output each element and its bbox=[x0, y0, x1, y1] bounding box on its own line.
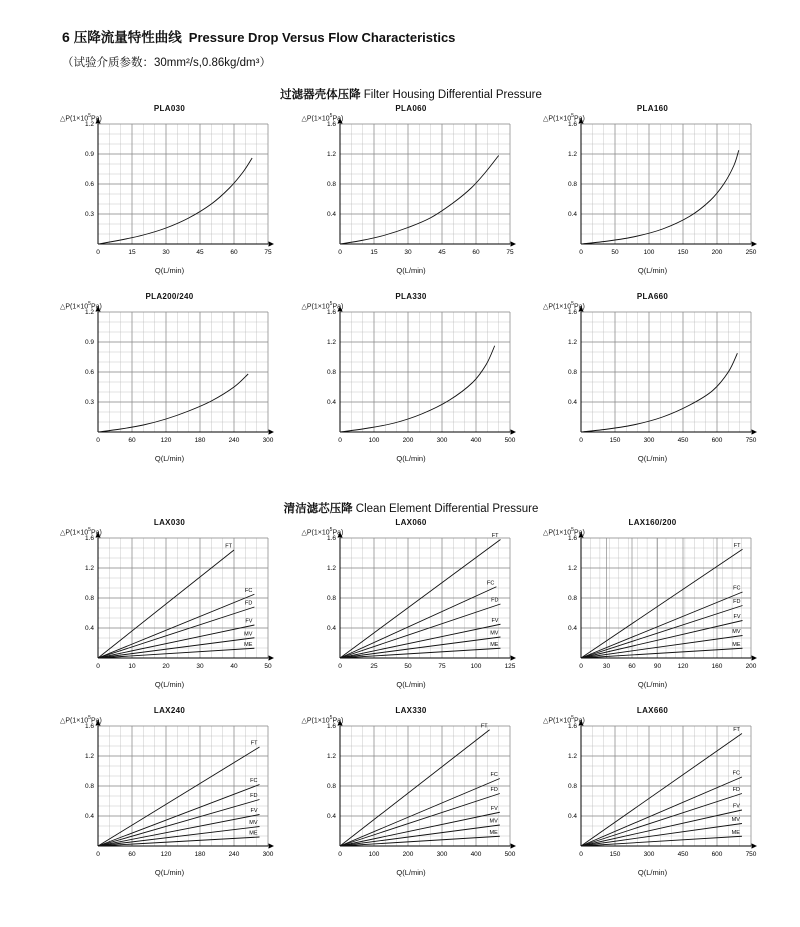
chart-PLA060 bbox=[301, 104, 519, 275]
svg-text:FV: FV bbox=[250, 808, 258, 814]
svg-text:150: 150 bbox=[677, 249, 689, 256]
svg-text:0.6: 0.6 bbox=[84, 181, 94, 189]
chart-canvas bbox=[62, 716, 277, 876]
section-header-housing-en: Filter Housing Differential Pressure bbox=[363, 89, 542, 101]
chart-LAX030 bbox=[62, 518, 277, 688]
svg-text:160: 160 bbox=[711, 663, 723, 670]
svg-text:50: 50 bbox=[611, 249, 619, 256]
chart-canvas bbox=[545, 528, 760, 688]
chart-canvas bbox=[62, 302, 277, 462]
x-axis-label: Q(L/min) bbox=[396, 868, 426, 877]
chart-canvas bbox=[301, 113, 519, 275]
svg-text:400: 400 bbox=[470, 437, 481, 444]
svg-text:0: 0 bbox=[96, 663, 100, 670]
svg-text:30: 30 bbox=[196, 663, 204, 670]
svg-text:120: 120 bbox=[677, 663, 689, 670]
chart-title: LAX160/200 bbox=[628, 518, 677, 527]
chart-PLA200-240 bbox=[62, 292, 277, 462]
chart-title: LAX330 bbox=[395, 706, 427, 715]
svg-text:0: 0 bbox=[337, 663, 342, 670]
svg-text:200: 200 bbox=[745, 663, 757, 670]
svg-text:1.2: 1.2 bbox=[326, 565, 336, 573]
x-axis-label: Q(L/min) bbox=[637, 680, 668, 689]
svg-text:FV: FV bbox=[732, 803, 740, 810]
svg-text:0.8: 0.8 bbox=[326, 595, 336, 603]
svg-text:0.3: 0.3 bbox=[84, 211, 94, 219]
svg-text:450: 450 bbox=[677, 851, 689, 858]
svg-text:FD: FD bbox=[490, 597, 498, 604]
plot-svg bbox=[62, 114, 277, 274]
svg-text:1.6: 1.6 bbox=[84, 723, 94, 731]
chart-LAX160-200 bbox=[545, 518, 760, 688]
svg-text:ME: ME bbox=[489, 829, 498, 836]
plot-svg bbox=[301, 715, 519, 876]
y-axis-label: $\triangle P(1\times 10^5Pa)$ bbox=[543, 301, 585, 311]
svg-text:MV: MV bbox=[489, 818, 498, 825]
svg-text:0: 0 bbox=[337, 249, 342, 256]
section-header-element-en: Clean Element Differential Pressure bbox=[355, 503, 539, 515]
chart-PLA330 bbox=[301, 292, 519, 463]
svg-text:120: 120 bbox=[160, 437, 172, 444]
y-axis-label: $\triangle P(1\times 10^5Pa)$ bbox=[543, 527, 585, 537]
x-axis-label: Q(L/min) bbox=[396, 454, 426, 463]
chart-canvas bbox=[545, 716, 760, 876]
svg-text:FD: FD bbox=[250, 793, 258, 799]
x-axis-label: Q(L/min) bbox=[154, 454, 185, 463]
svg-text:0: 0 bbox=[337, 437, 342, 444]
svg-text:0: 0 bbox=[96, 851, 100, 858]
svg-text:MV: MV bbox=[489, 630, 498, 637]
y-axis-label: $\triangle P(1\times 10^5Pa)$ bbox=[60, 113, 102, 123]
svg-text:0.9: 0.9 bbox=[84, 339, 94, 347]
svg-text:0.8: 0.8 bbox=[326, 783, 336, 791]
svg-text:FV: FV bbox=[490, 805, 498, 812]
plot-svg bbox=[62, 528, 277, 688]
svg-text:0.8: 0.8 bbox=[567, 783, 577, 791]
svg-text:25: 25 bbox=[369, 663, 378, 670]
svg-text:250: 250 bbox=[745, 249, 757, 256]
x-axis-label: Q(L/min) bbox=[637, 266, 668, 275]
plot-svg bbox=[545, 114, 760, 274]
chart-PLA660 bbox=[545, 292, 760, 462]
svg-text:0.8: 0.8 bbox=[84, 783, 94, 791]
svg-text:0.8: 0.8 bbox=[567, 369, 577, 377]
plot-svg bbox=[301, 113, 519, 274]
title-english: Pressure Drop Versus Flow Characteristics bbox=[188, 30, 456, 45]
svg-text:500: 500 bbox=[504, 851, 515, 858]
svg-text:1.2: 1.2 bbox=[326, 339, 336, 347]
svg-text:60: 60 bbox=[128, 437, 136, 444]
svg-text:FD: FD bbox=[489, 787, 498, 793]
title-chinese: 压降流量特性曲线 bbox=[73, 30, 182, 45]
svg-text:10: 10 bbox=[128, 663, 136, 670]
svg-text:1.6: 1.6 bbox=[84, 535, 94, 543]
svg-text:0: 0 bbox=[579, 663, 583, 670]
svg-text:FT: FT bbox=[733, 542, 741, 549]
svg-text:75: 75 bbox=[505, 249, 514, 256]
chart-canvas bbox=[301, 715, 519, 877]
svg-text:ME: ME bbox=[489, 641, 498, 648]
svg-text:1.6: 1.6 bbox=[326, 309, 336, 317]
svg-text:600: 600 bbox=[711, 851, 723, 858]
svg-text:30: 30 bbox=[602, 663, 611, 670]
svg-text:50: 50 bbox=[403, 663, 412, 670]
x-axis-label: Q(L/min) bbox=[154, 680, 185, 689]
svg-text:180: 180 bbox=[194, 437, 206, 444]
svg-text:100: 100 bbox=[368, 851, 379, 858]
svg-text:0.9: 0.9 bbox=[84, 151, 94, 159]
svg-text:0.4: 0.4 bbox=[326, 211, 336, 219]
svg-text:1.6: 1.6 bbox=[326, 723, 336, 731]
page-title bbox=[62, 26, 760, 46]
chart-PLA030 bbox=[62, 104, 277, 274]
svg-text:0.4: 0.4 bbox=[84, 813, 94, 821]
svg-text:30: 30 bbox=[403, 249, 412, 256]
section-header-element-cn: 清洁滤芯压降 bbox=[283, 503, 353, 515]
svg-text:ME: ME bbox=[249, 830, 258, 837]
chart-title: LAX660 bbox=[636, 706, 669, 715]
x-axis-label: Q(L/min) bbox=[396, 266, 426, 275]
svg-text:FT: FT bbox=[225, 543, 232, 550]
svg-text:1.6: 1.6 bbox=[567, 723, 577, 731]
svg-text:600: 600 bbox=[711, 437, 723, 444]
x-axis-label: Q(L/min) bbox=[396, 680, 426, 689]
svg-text:FV: FV bbox=[245, 618, 253, 625]
svg-text:0.4: 0.4 bbox=[567, 625, 577, 633]
svg-text:MV: MV bbox=[249, 820, 258, 826]
svg-text:200: 200 bbox=[402, 851, 413, 858]
plot-svg bbox=[62, 302, 277, 462]
svg-text:15: 15 bbox=[369, 249, 378, 256]
svg-text:0: 0 bbox=[96, 437, 100, 444]
y-axis-label: $\triangle P(1\times 10^5Pa)$ bbox=[60, 715, 102, 725]
svg-text:0: 0 bbox=[337, 851, 342, 858]
svg-text:1.2: 1.2 bbox=[326, 151, 336, 159]
chart-row-2 bbox=[62, 292, 760, 462]
svg-text:1.2: 1.2 bbox=[567, 753, 577, 761]
svg-text:60: 60 bbox=[471, 249, 480, 256]
svg-text:20: 20 bbox=[162, 663, 170, 670]
svg-text:0.4: 0.4 bbox=[567, 399, 577, 407]
plot-svg bbox=[62, 716, 277, 876]
svg-text:15: 15 bbox=[128, 249, 136, 256]
chart-PLA160 bbox=[545, 104, 760, 274]
svg-text:60: 60 bbox=[128, 851, 136, 858]
svg-text:100: 100 bbox=[470, 663, 481, 670]
svg-text:450: 450 bbox=[677, 437, 689, 444]
svg-text:FC: FC bbox=[245, 587, 253, 594]
svg-text:FD: FD bbox=[732, 787, 740, 793]
chart-canvas bbox=[301, 527, 519, 689]
svg-text:FC: FC bbox=[489, 772, 498, 778]
section-header-housing-cn: 过滤器壳体压降 bbox=[280, 89, 361, 101]
svg-text:1.2: 1.2 bbox=[567, 339, 577, 347]
chart-LAX330 bbox=[301, 706, 519, 877]
x-axis-label: Q(L/min) bbox=[154, 868, 185, 877]
svg-text:60: 60 bbox=[230, 249, 238, 256]
svg-text:ME: ME bbox=[732, 641, 741, 648]
chart-title: PLA330 bbox=[395, 292, 427, 301]
chart-canvas bbox=[62, 528, 277, 688]
plot-svg bbox=[545, 528, 760, 688]
svg-text:1.2: 1.2 bbox=[567, 151, 577, 159]
svg-text:FD: FD bbox=[733, 599, 741, 605]
svg-text:1.2: 1.2 bbox=[84, 121, 94, 129]
svg-text:MV: MV bbox=[732, 629, 741, 635]
svg-text:0: 0 bbox=[579, 437, 583, 444]
svg-text:500: 500 bbox=[504, 437, 515, 444]
title-number: 6 bbox=[62, 29, 70, 45]
svg-text:0.4: 0.4 bbox=[326, 399, 336, 407]
svg-text:1.6: 1.6 bbox=[567, 121, 577, 129]
svg-text:150: 150 bbox=[609, 437, 621, 444]
svg-text:FV: FV bbox=[733, 614, 741, 620]
chart-canvas bbox=[545, 302, 760, 462]
svg-text:300: 300 bbox=[643, 851, 655, 858]
chart-LAX240 bbox=[62, 706, 277, 876]
section-header-element bbox=[62, 500, 760, 516]
svg-text:200: 200 bbox=[402, 437, 413, 444]
svg-text:75: 75 bbox=[437, 663, 446, 670]
svg-text:0.4: 0.4 bbox=[567, 813, 577, 821]
x-axis-label: Q(L/min) bbox=[637, 868, 668, 877]
svg-text:1.2: 1.2 bbox=[84, 309, 94, 317]
y-axis-label: $\triangle P(1\times 10^5Pa)$ bbox=[60, 301, 102, 311]
chart-title: PLA030 bbox=[153, 104, 186, 113]
svg-text:0.8: 0.8 bbox=[84, 595, 94, 603]
svg-text:0.8: 0.8 bbox=[567, 181, 577, 189]
svg-text:60: 60 bbox=[628, 663, 636, 670]
svg-text:30: 30 bbox=[162, 249, 170, 256]
svg-text:40: 40 bbox=[230, 663, 238, 670]
svg-text:FV: FV bbox=[490, 617, 498, 624]
svg-text:0.3: 0.3 bbox=[84, 399, 94, 407]
svg-text:FT: FT bbox=[480, 723, 488, 730]
svg-text:FT: FT bbox=[733, 727, 740, 733]
plot-svg bbox=[301, 301, 519, 462]
svg-text:1.2: 1.2 bbox=[84, 565, 94, 573]
svg-text:0.4: 0.4 bbox=[567, 211, 577, 219]
svg-text:400: 400 bbox=[470, 851, 481, 858]
svg-text:0.8: 0.8 bbox=[326, 369, 336, 377]
svg-text:300: 300 bbox=[436, 437, 447, 444]
chart-canvas bbox=[545, 114, 760, 274]
chart-row-4 bbox=[62, 706, 760, 876]
svg-text:750: 750 bbox=[745, 437, 757, 444]
chart-row-1 bbox=[62, 104, 760, 274]
svg-text:0.6: 0.6 bbox=[84, 369, 94, 377]
plot-svg bbox=[545, 716, 760, 876]
svg-text:45: 45 bbox=[437, 249, 446, 256]
svg-text:0.8: 0.8 bbox=[567, 595, 577, 603]
svg-text:45: 45 bbox=[196, 249, 204, 256]
svg-text:0: 0 bbox=[579, 249, 583, 256]
svg-text:100: 100 bbox=[643, 249, 655, 256]
svg-text:1.6: 1.6 bbox=[326, 121, 336, 129]
x-axis-label: Q(L/min) bbox=[637, 454, 668, 463]
chart-title: LAX060 bbox=[395, 518, 427, 527]
svg-text:100: 100 bbox=[368, 437, 379, 444]
svg-text:1.2: 1.2 bbox=[326, 753, 336, 761]
svg-text:120: 120 bbox=[160, 851, 172, 858]
svg-text:240: 240 bbox=[228, 437, 240, 444]
chart-title: PLA200/240 bbox=[145, 292, 194, 301]
svg-text:ME: ME bbox=[731, 829, 740, 836]
y-axis-label: $\triangle P(1\times 10^5Pa)$ bbox=[301, 527, 344, 537]
svg-text:300: 300 bbox=[262, 851, 274, 858]
svg-text:FC: FC bbox=[733, 585, 741, 592]
svg-text:0: 0 bbox=[96, 249, 100, 256]
plot-svg bbox=[301, 527, 519, 688]
y-axis-label: $\triangle P(1\times 10^5Pa)$ bbox=[301, 113, 344, 123]
svg-text:300: 300 bbox=[262, 437, 274, 444]
svg-text:FC: FC bbox=[486, 580, 494, 587]
y-axis-label: $\triangle P(1\times 10^5Pa)$ bbox=[60, 527, 102, 537]
svg-text:1.6: 1.6 bbox=[567, 535, 577, 543]
svg-text:200: 200 bbox=[711, 249, 723, 256]
svg-text:90: 90 bbox=[653, 663, 662, 670]
svg-text:0: 0 bbox=[579, 851, 583, 858]
svg-text:0.4: 0.4 bbox=[84, 625, 94, 633]
svg-text:0.4: 0.4 bbox=[326, 813, 336, 821]
svg-text:FT: FT bbox=[491, 533, 498, 539]
test-parameters: （试验介质参数：30mm²/s,0.86kg/dm³） bbox=[62, 57, 271, 69]
chart-title: PLA060 bbox=[395, 104, 427, 113]
svg-text:1.2: 1.2 bbox=[84, 753, 94, 761]
svg-text:150: 150 bbox=[609, 851, 621, 858]
svg-text:ME: ME bbox=[244, 641, 253, 648]
svg-text:FC: FC bbox=[250, 778, 258, 784]
svg-text:75: 75 bbox=[264, 249, 272, 256]
svg-text:240: 240 bbox=[228, 851, 240, 858]
x-axis-label: Q(L/min) bbox=[154, 266, 185, 275]
svg-text:FC: FC bbox=[732, 770, 740, 777]
svg-text:1.6: 1.6 bbox=[326, 535, 336, 543]
chart-row-3 bbox=[62, 518, 760, 688]
y-axis-label: $\triangle P(1\times 10^5Pa)$ bbox=[301, 715, 344, 725]
y-axis-label: $\triangle P(1\times 10^5Pa)$ bbox=[543, 113, 585, 123]
plot-svg bbox=[545, 302, 760, 462]
y-axis-label: $\triangle P(1\times 10^5Pa)$ bbox=[543, 715, 585, 725]
svg-text:MV: MV bbox=[731, 817, 740, 823]
chart-canvas bbox=[301, 301, 519, 463]
chart-LAX660 bbox=[545, 706, 760, 876]
chart-title: LAX030 bbox=[153, 518, 186, 527]
svg-text:0.4: 0.4 bbox=[326, 625, 336, 633]
svg-text:MV: MV bbox=[244, 631, 253, 638]
svg-text:0.8: 0.8 bbox=[326, 181, 336, 189]
svg-text:1.6: 1.6 bbox=[567, 309, 577, 317]
svg-text:300: 300 bbox=[643, 437, 655, 444]
chart-canvas bbox=[62, 114, 277, 274]
chart-LAX060 bbox=[301, 518, 519, 689]
svg-text:125: 125 bbox=[504, 663, 515, 670]
svg-text:FD: FD bbox=[245, 600, 253, 607]
svg-text:FT: FT bbox=[250, 740, 258, 747]
svg-text:180: 180 bbox=[194, 851, 206, 858]
chart-title: PLA160 bbox=[636, 104, 669, 113]
svg-text:1.2: 1.2 bbox=[567, 565, 577, 573]
svg-text:750: 750 bbox=[745, 851, 757, 858]
chart-title: PLA660 bbox=[636, 292, 669, 301]
svg-text:50: 50 bbox=[264, 663, 272, 670]
section-header-housing bbox=[62, 86, 760, 102]
y-axis-label: $\triangle P(1\times 10^5Pa)$ bbox=[301, 301, 344, 311]
chart-title: LAX240 bbox=[153, 706, 186, 715]
svg-text:300: 300 bbox=[436, 851, 447, 858]
